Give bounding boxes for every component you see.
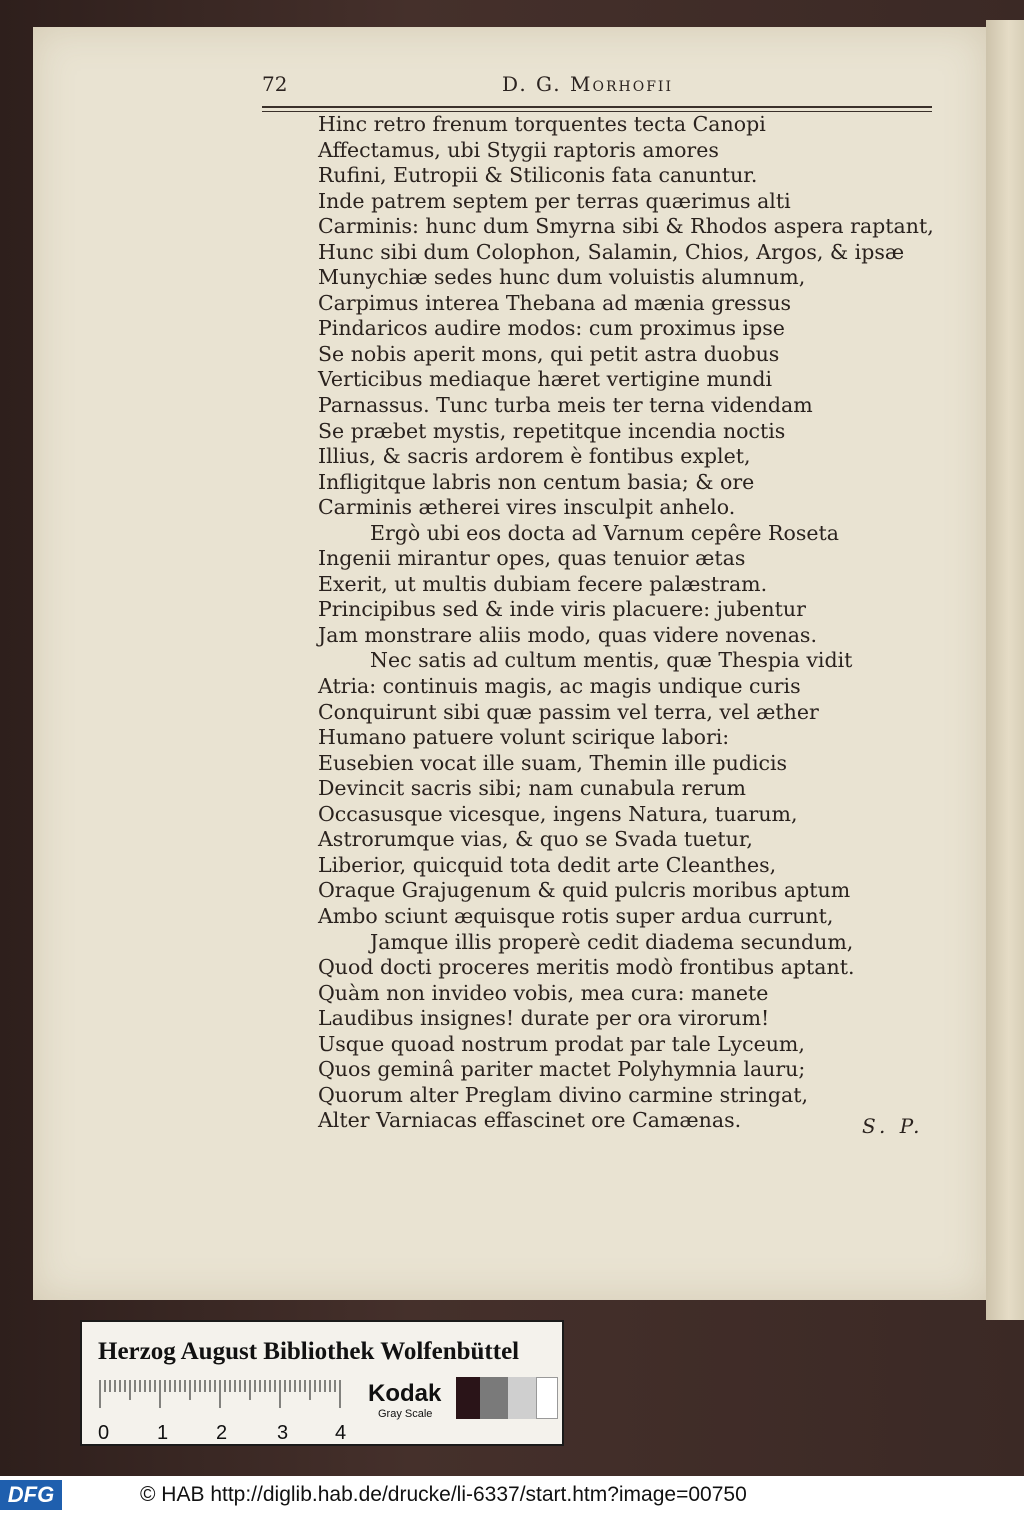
poem-line: Verticibus mediaque hæret vertigine mundi — [318, 367, 773, 392]
ruler-label-3: 3 — [277, 1422, 289, 1444]
poem-line: Ambo sciunt æquisque rotis super ardua currunt, — [318, 903, 834, 928]
poem-line: Occasusque vicesque, ingens Natura, tuarum, — [318, 801, 798, 826]
poem-line: Quàm non invideo vobis, mea cura: manete — [318, 980, 769, 1005]
poem-line: Ergò ubi eos docta ad Varnum cepêre Roseta — [370, 520, 839, 545]
dfg-logo: DFG — [0, 1480, 62, 1510]
poem-line: Quos geminâ pariter mactet Polyhymnia lauru; — [318, 1057, 806, 1082]
poem-line: Infligitque labris non centum basia; & ore — [318, 469, 755, 494]
poem-line: Pindaricos audire modos: cum proximus ipse — [318, 316, 785, 341]
poem-line: Carminis ætherei vires insculpit anhelo. — [318, 495, 736, 520]
poem-line: Conquirunt sibi quæ passim vel terra, vel æther — [318, 699, 819, 724]
poem-line: Parnassus. Tunc turba meis ter terna videndam — [318, 393, 813, 418]
swatch-light-gray — [508, 1377, 536, 1419]
poem-line: Eusebien vocat ille suam, Themin ille pudicis — [318, 750, 788, 775]
poem-line: Astrorumque vias, & quo se Svada tuetur, — [318, 827, 753, 852]
ruler-scale — [98, 1380, 348, 1408]
poem-line: Usque quoad nostrum prodat par tale Lyceum, — [318, 1031, 805, 1056]
page-header — [262, 72, 932, 102]
swatch-white — [536, 1377, 558, 1419]
poem-line: Quod docti proceres meritis modò frontibus aptant. — [318, 955, 855, 980]
ruler-label-0: 0 — [98, 1422, 110, 1444]
gray-scale-label: Gray Scale — [378, 1408, 433, 1420]
poem-line: Inde patrem septem per terras quærimus alti — [318, 188, 791, 213]
poem-line: Affectamus, ubi Stygii raptoris amores — [318, 137, 719, 162]
poem-line: Hunc sibi dum Colophon, Salamin, Chios, Argos, & ipsæ — [318, 239, 905, 264]
running-title: D. G. Morhofii — [502, 72, 673, 96]
ruler-label-1: 1 — [157, 1422, 169, 1444]
poem-line: Oraque Grajugenum & quid pulcris moribus aptum — [318, 878, 851, 903]
poem-line: Ingenii mirantur opes, quas tenuior ætas — [318, 546, 746, 571]
poem-line: Principibus sed & inde viris placuere: jubentur — [318, 597, 806, 622]
signature: S. P. — [862, 1114, 924, 1138]
poem-line: Jam monstrare aliis modo, quas videre novenas. — [318, 622, 817, 647]
poem-line: Carpimus interea Thebana ad mænia gressus — [318, 290, 792, 315]
poem-line: Nec satis ad cultum mentis, quæ Thespia vidit — [370, 648, 853, 673]
poem-line: Se præbet mystis, repetitque incendia noctis — [318, 418, 786, 443]
poem-text — [318, 112, 938, 1134]
poem-line: Se nobis aperit mons, qui petit astra duobus — [318, 341, 780, 366]
footer-bar — [0, 1476, 1024, 1516]
library-name: Herzog August Bibliothek Wolfenbüttel — [98, 1338, 520, 1365]
poem-line: Illius, & sacris ardorem è fontibus explet, — [318, 444, 751, 469]
poem-line: Alter Varniacas effascinet ore Camænas. — [318, 1108, 742, 1133]
swatch-black — [456, 1377, 480, 1419]
facing-page-edge — [986, 20, 1024, 1320]
poem-line: Liberior, quicquid tota dedit arte Cleanthes, — [318, 852, 777, 877]
copyright-link[interactable]: © HAB http://diglib.hab.de/drucke/li-6337/start.htm?image=00750 — [140, 1483, 747, 1506]
ruler-label-2: 2 — [216, 1422, 228, 1444]
poem-line: Rufini, Eutropii & Stiliconis fata canuntur. — [318, 163, 758, 188]
page-number: 72 — [262, 72, 288, 96]
swatch-dark-gray — [480, 1377, 508, 1419]
kodak-logo: Kodak — [368, 1380, 442, 1407]
poem-line: Hinc retro frenum torquentes tecta Canopi — [318, 112, 766, 136]
poem-line: Atria: continuis magis, ac magis undique curis — [318, 674, 801, 699]
ruler-label-4: 4 — [335, 1422, 347, 1444]
poem-line: Devincit sacris sibi; nam cunabula rerum — [318, 776, 746, 801]
poem-line: Humano patuere volunt scirique labori: — [318, 725, 730, 750]
poem-line: Exerit, ut multis dubiam fecere palæstram. — [318, 571, 768, 596]
library-color-card — [80, 1320, 564, 1446]
poem-line: Munychiæ sedes hunc dum voluistis alumnum, — [318, 265, 806, 290]
poem-line: Carminis: hunc dum Smyrna sibi & Rhodos aspera raptant, — [318, 214, 934, 239]
poem-line: Jamque illis properè cedit diadema secundum, — [370, 929, 854, 954]
poem-line: Quorum alter Preglam divino carmine stringat, — [318, 1082, 808, 1107]
poem-line: Laudibus insignes! durate per ora virorum! — [318, 1006, 770, 1031]
